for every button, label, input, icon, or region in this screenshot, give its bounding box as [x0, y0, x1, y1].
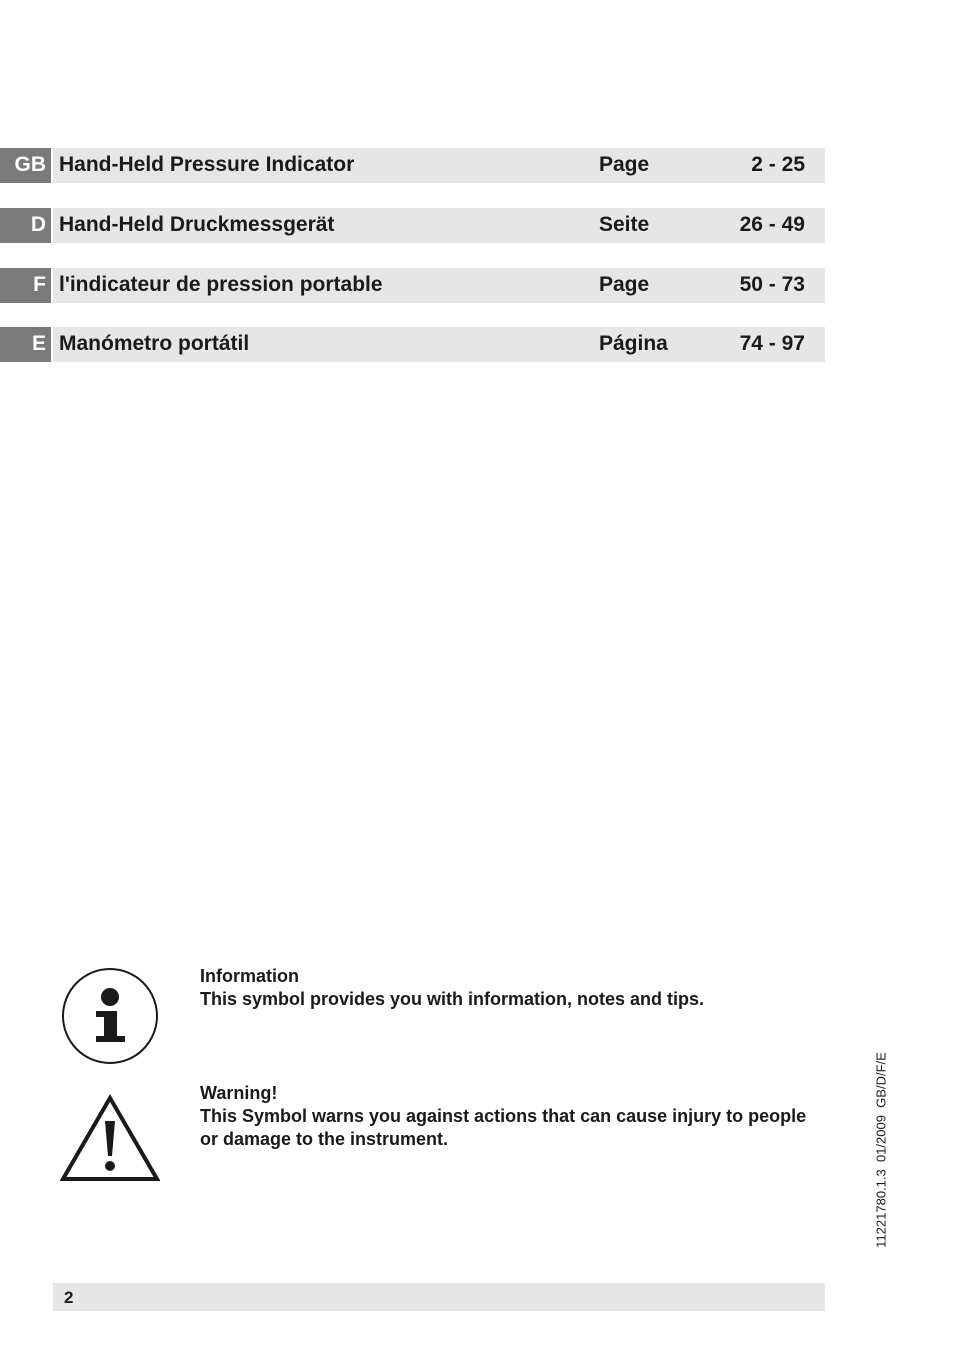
toc-bar — [53, 208, 825, 243]
language-code: GB — [0, 148, 51, 183]
toc-row-gb[interactable] — [0, 148, 825, 183]
toc-title: Hand-Held Druckmessgerät — [59, 213, 335, 236]
toc-page-label: Página — [599, 332, 668, 355]
toc-bar — [53, 327, 825, 362]
document-code: 11221780.1.3 01/2009 GB/D/F/E — [873, 1052, 889, 1248]
toc-page-range: 50 - 73 — [739, 273, 805, 296]
toc-page-label: Page — [599, 273, 650, 296]
toc-page-range: 2 - 25 — [751, 153, 805, 176]
warning-heading: Warning! — [200, 1083, 278, 1103]
language-code: F — [0, 268, 51, 303]
language-code: E — [0, 327, 51, 362]
language-code: D — [0, 208, 51, 243]
page-number: 2 — [64, 1288, 74, 1307]
toc-page-label: Page — [599, 153, 650, 176]
info-icon — [60, 966, 160, 1066]
toc-row-d[interactable] — [0, 208, 825, 243]
footer-bar — [53, 1283, 825, 1311]
toc-title: Manómetro portátil — [59, 332, 250, 355]
toc-row-e[interactable] — [0, 327, 825, 362]
warning-icon — [60, 1093, 160, 1183]
toc-bar — [53, 268, 825, 303]
toc-bar — [53, 148, 825, 183]
toc-title: Hand-Held Pressure Indicator — [59, 153, 355, 176]
warning-description — [200, 1082, 820, 1151]
info-heading: Information — [200, 966, 299, 986]
toc-page-range: 26 - 49 — [739, 213, 805, 236]
toc-page-range: 74 - 97 — [739, 332, 805, 355]
warning-text: This Symbol warns you against actions that can cause injury to people or damage to the instrument. — [200, 1106, 807, 1149]
info-description — [200, 965, 820, 1011]
toc-title: l'indicateur de pression portable — [59, 273, 383, 296]
toc-row-f[interactable] — [0, 268, 825, 303]
toc-page-label: Seite — [599, 213, 650, 236]
info-text: This symbol provides you with information, notes and tips. — [200, 989, 705, 1009]
